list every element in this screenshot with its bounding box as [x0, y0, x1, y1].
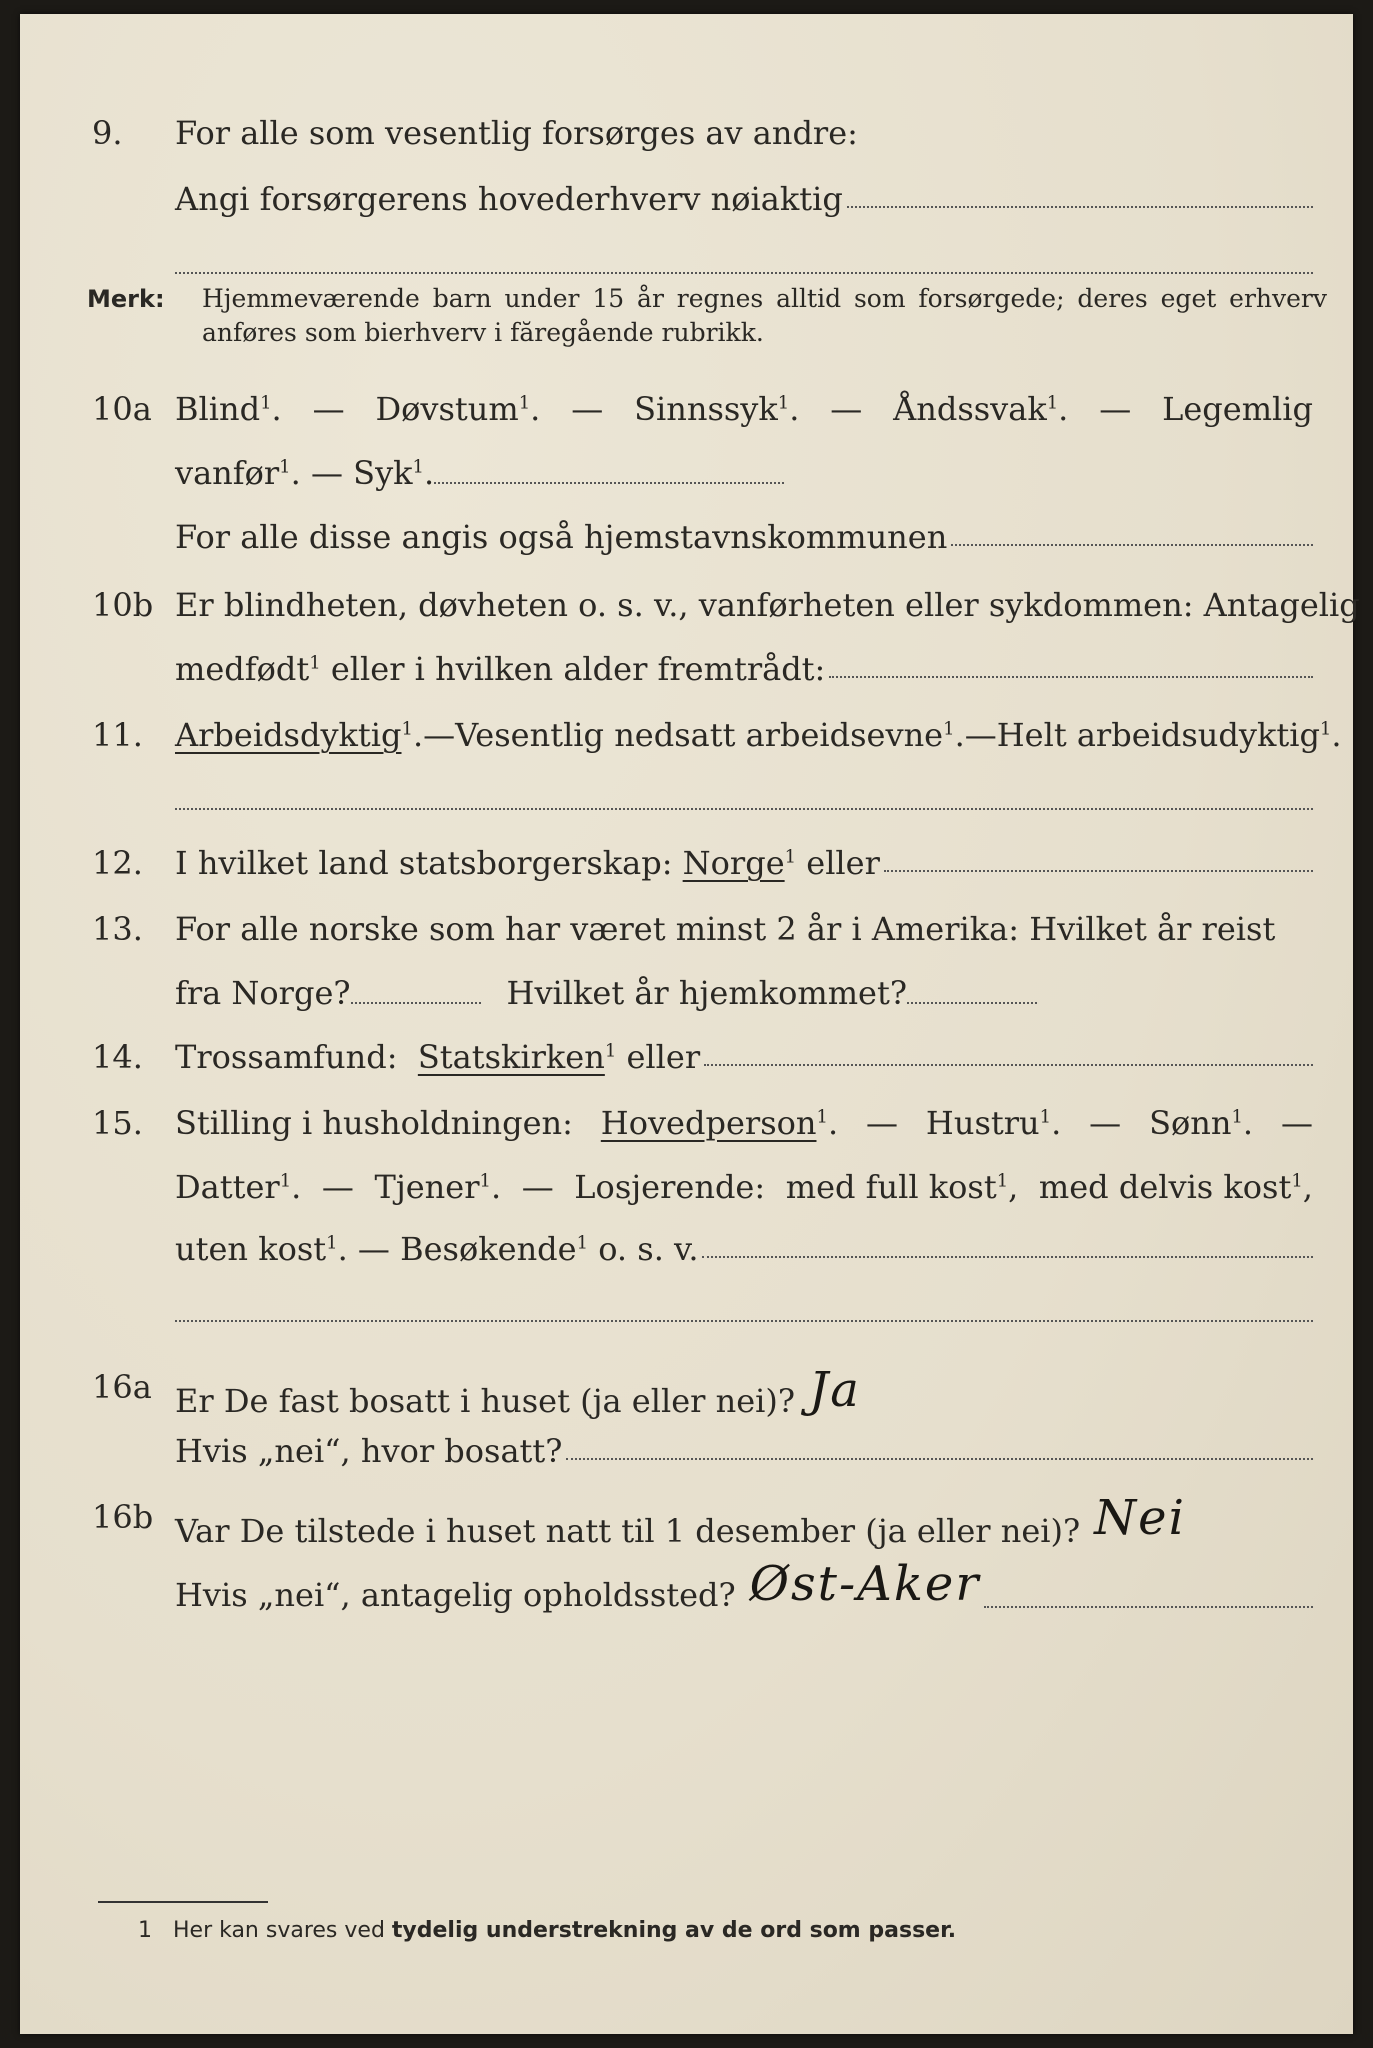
option-medfodt[interactable]: medfødt [175, 650, 310, 688]
separator: — [310, 454, 343, 492]
option-tjener[interactable]: Tjener [374, 1168, 480, 1206]
footnote-mark: 1 [1046, 392, 1059, 414]
question-text: Trossamfund: [175, 1038, 398, 1076]
question-number: 10a [92, 390, 152, 428]
option-arbeidsdyktig[interactable]: Arbeidsdyktig [175, 716, 402, 754]
question-number: 14. [92, 1038, 143, 1076]
question-text: eller [626, 1038, 701, 1076]
question-number: 13. [92, 910, 143, 948]
option-norge[interactable]: Norge [682, 844, 785, 882]
answer-field-9[interactable] [847, 205, 1313, 208]
option-hustru[interactable]: Hustru [925, 1104, 1040, 1142]
footnote-mark: 1 [576, 1232, 589, 1254]
footnote-mark: 1 [479, 1170, 491, 1192]
question-10a-line2: vanfør$^1$. — Syk$^1$. [20, 454, 1353, 504]
question-text: Hvis „nei“, hvor bosatt? [175, 1432, 563, 1470]
question-number: 11. [92, 716, 143, 754]
question-text: For alle som vesentlig forsørges av andre: [175, 114, 858, 152]
option-blind[interactable]: Blind [175, 390, 261, 428]
option-uten-kost[interactable]: uten kost [175, 1230, 327, 1268]
option-losjerende[interactable]: Losjerende: [574, 1168, 766, 1206]
option-legemlig[interactable]: Legemlig [1162, 390, 1313, 428]
footnote-rule [98, 1901, 268, 1903]
question-number: 16a [92, 1368, 152, 1406]
separator: — [1089, 1104, 1122, 1142]
answer-field-15b[interactable] [175, 1320, 1313, 1322]
question-text: Hvilket år hjemkommet? [506, 974, 907, 1012]
footnote-mark: 1 [604, 1040, 617, 1062]
question-15-line2: Datter$^1$. — Tjener$^1$. — Losjerende: med full kost$^1$, med delvis kost$^1$, [175, 1168, 1313, 1206]
handwritten-answer-16a[interactable]: Ja [809, 1362, 861, 1418]
question-text: fra Norge? [175, 974, 351, 1012]
separator: — [312, 390, 345, 428]
question-16a [20, 1362, 1353, 1420]
handwritten-answer-16b[interactable]: Nei [1094, 1490, 1186, 1546]
separator: — [1281, 1104, 1313, 1142]
question-10b-line2 [20, 650, 1353, 700]
footnote [138, 1918, 956, 1943]
question-10b [20, 586, 1360, 636]
footnote-mark: 1 [518, 392, 531, 414]
separator: — [321, 1168, 354, 1206]
question-text: Stilling i husholdningen: [175, 1104, 573, 1142]
separator: — [866, 1104, 899, 1142]
option-hovedperson[interactable]: Hovedperson [600, 1104, 817, 1142]
footnote-mark: 1 [279, 1170, 292, 1192]
answer-field-16a[interactable] [566, 1457, 1313, 1460]
question-15: 15. Stilling i husholdningen: Hovedperson$^1$. — Hustru$^1$. — Sønn$^1$. — [92, 1104, 1313, 1142]
footnote-marker: 1 [138, 1918, 152, 1943]
question-10a-line3 [20, 518, 1353, 568]
separator: — [964, 716, 997, 754]
footnote-mark: 1 [816, 1106, 828, 1128]
question-12 [20, 844, 1353, 894]
question-number: 9. [92, 114, 123, 152]
footnote-mark: 1 [784, 846, 797, 868]
census-form-page [20, 14, 1360, 2034]
option-besokende[interactable]: Besøkende [400, 1230, 577, 1268]
question-14 [20, 1038, 1353, 1088]
question-text: Var De tilstede i huset natt til 1 desember (ja eller nei)? [175, 1512, 1081, 1550]
option-delvis-kost[interactable]: med delvis kost [1038, 1168, 1292, 1206]
option-full-kost[interactable]: med full kost [785, 1168, 997, 1206]
answer-field-12[interactable] [884, 869, 1313, 872]
question-number: 15. [92, 1104, 143, 1142]
question-13-line2 [20, 974, 1353, 1024]
option-vanfor[interactable]: vanfør [175, 454, 280, 492]
question-text: eller i hvilken alder fremtrådt: [330, 650, 826, 688]
option-nedsatt[interactable]: Vesentlig nedsatt arbeidsevne [455, 716, 944, 754]
question-9 [20, 114, 1353, 164]
footnote-mark: 1 [1231, 1106, 1243, 1128]
footnote-mark: 1 [279, 456, 291, 478]
footnote-mark: 1 [1291, 1170, 1303, 1192]
footnote-mark: 1 [309, 652, 321, 674]
question-text: Hvis „nei“, antagelig opholdssted? [175, 1576, 736, 1614]
option-datter[interactable]: Datter [175, 1168, 280, 1206]
answer-field-13-hjem[interactable] [907, 1001, 1037, 1004]
separator: — [521, 1168, 554, 1206]
question-16b-line2 [20, 1556, 1353, 1614]
answer-field-10a-kommune[interactable] [951, 543, 1313, 546]
note-text: Hjemmeværende barn under 15 år regnes alltid som forsørgede; deres eget erhverv anføres som bierhverv i făregående rubrikk. [202, 284, 1327, 347]
handwritten-answer-16b-sted[interactable]: Øst-Aker [749, 1556, 981, 1612]
footnote-mark: 1 [1319, 718, 1332, 740]
footnote-mark: 1 [401, 718, 413, 740]
footnote-mark: 1 [943, 718, 955, 740]
footnote-text-bold: tydelig understrekning av de ord som passer. [391, 1918, 957, 1943]
answer-field-10b[interactable] [829, 675, 1313, 678]
answer-field-10a[interactable] [434, 481, 784, 484]
note-label: Merk: [87, 285, 165, 313]
footnote-mark: 1 [996, 1170, 1009, 1192]
question-15-line3: uten kost$^1$. — Besøkende$^1$ o. s. v. [20, 1230, 1353, 1280]
question-text: Angi forsørgerens hovederhverv nøiaktig [175, 180, 843, 218]
question-text: For alle norske som har været minst 2 år i Amerika: Hvilket år reist [175, 910, 1276, 948]
answer-field-15[interactable] [702, 1255, 1313, 1258]
answer-field-16b[interactable] [984, 1605, 1313, 1608]
option-udyktig[interactable]: Helt arbeidsudyktig [996, 716, 1320, 754]
question-text: Er De fast bosatt i huset (ja eller nei)? [175, 1382, 796, 1420]
footnote-text: Her kan svares ved [172, 1918, 385, 1943]
footnote-mark: 1 [412, 456, 424, 478]
footnote-mark: 1 [1039, 1106, 1052, 1128]
question-number: 10b [92, 586, 154, 624]
question-text: Er blindheten, døvheten o. s. v., vanførheten eller sykdommen: Antagelig [175, 586, 1360, 624]
footnote-mark: 1 [260, 392, 272, 414]
option-sonn[interactable]: Sønn [1149, 1104, 1232, 1142]
question-number: 16b [92, 1498, 154, 1536]
option-dovstum[interactable]: Døvstum [375, 390, 519, 428]
option-andssvak[interactable]: Åndssvak [893, 390, 1047, 428]
question-16b [20, 1490, 1353, 1550]
question-13 [20, 910, 1353, 960]
answer-field-9b[interactable] [175, 272, 1313, 274]
question-text: eller [806, 844, 880, 882]
question-text: I hvilket land statsborgerskap: [175, 844, 673, 882]
question-10a: 10a Blind$^1$. — Døvstum$^1$. — Sinnssyk$^1$. — Åndssvak$^1$. — Legemlig [92, 390, 1313, 428]
question-text: o. s. v. [598, 1230, 699, 1268]
option-syk[interactable]: Syk [353, 454, 413, 492]
question-text: For alle disse angis også hjemstavnskommunen [175, 518, 948, 556]
question-16a-line2 [20, 1432, 1353, 1482]
footnote-mark: 1 [777, 392, 790, 414]
separator: — [571, 390, 604, 428]
question-9-line2 [20, 180, 1353, 230]
separator: — [423, 716, 456, 754]
option-sinnssyk[interactable]: Sinnssyk [634, 390, 778, 428]
separator: — [1099, 390, 1132, 428]
separator: — [357, 1230, 390, 1268]
question-11: 11. Arbeidsdyktig$^1$. — Vesentlig nedsatt arbeidsevne$^1$. — Helt arbeidsudyktig$^1$. [92, 716, 1342, 754]
answer-field-14[interactable] [704, 1063, 1313, 1066]
separator: — [830, 390, 863, 428]
question-number: 12. [92, 844, 143, 882]
answer-field-13-reist[interactable] [351, 1001, 481, 1004]
answer-field-11[interactable] [175, 808, 1313, 810]
footnote-mark: 1 [326, 1232, 338, 1254]
option-statskirken[interactable]: Statskirken [417, 1038, 605, 1076]
